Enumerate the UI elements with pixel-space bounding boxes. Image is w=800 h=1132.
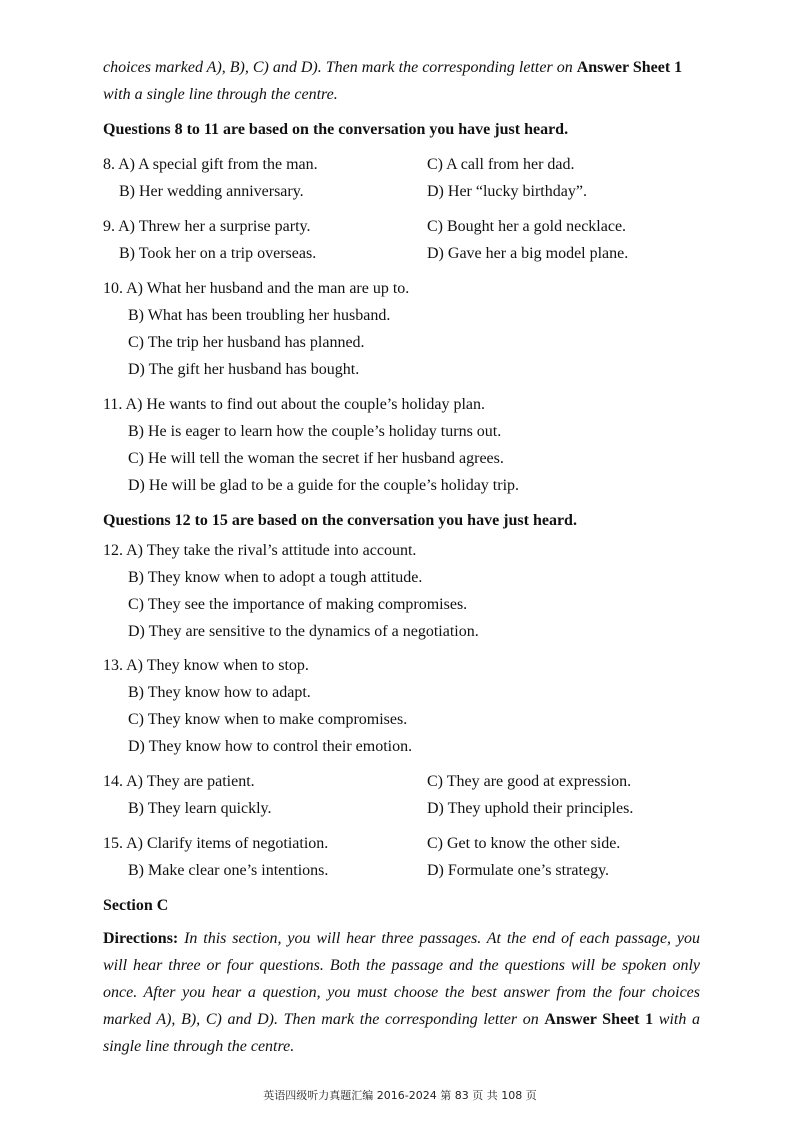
- q9-option-d: D) Gave her a big model plane.: [427, 245, 629, 262]
- q14-option-b: B) They learn quickly.: [128, 800, 272, 817]
- q15-option-b: B) Make clear one’s intentions.: [128, 862, 329, 879]
- q13-option-d: D) They know how to control their emotion.: [128, 738, 413, 755]
- q13-option-a: 13. A) They know when to stop.: [103, 657, 309, 674]
- questions-12-15-heading: Questions 12 to 15 are based on the conversation you have just heard.: [103, 512, 577, 529]
- q14-option-c: C) They are good at expression.: [427, 773, 632, 790]
- q11-option-d: D) He will be glad to be a guide for the couple’s holiday trip.: [128, 477, 520, 494]
- q9-option-b: B) Took her on a trip overseas.: [119, 245, 317, 262]
- q12-option-b: B) They know when to adopt a tough attitude.: [128, 569, 423, 586]
- q9-option-c: C) Bought her a gold necklace.: [427, 218, 627, 235]
- q12-option-d: D) They are sensitive to the dynamics of a negotiation.: [128, 623, 479, 640]
- q13-option-c: C) They know when to make compromises.: [128, 711, 408, 728]
- q15-option-d: D) Formulate one’s strategy.: [427, 862, 610, 879]
- q8-option-d: D) Her “lucky birthday”.: [427, 183, 587, 200]
- q11-option-a: 11. A) He wants to find out about the couple’s holiday plan.: [103, 396, 486, 413]
- q15-option-c: C) Get to know the other side.: [427, 835, 621, 852]
- q10-option-b: B) What has been troubling her husband.: [128, 307, 391, 324]
- questions-8-11-heading: Questions 8 to 11 are based on the conversation you have just heard.: [103, 121, 569, 138]
- q12-option-a: 12. A) They take the rival’s attitude into account.: [103, 542, 417, 559]
- q14-option-a: 14. A) They are patient.: [103, 773, 255, 790]
- intro-line-1: choices marked A), B), C) and D). Then mark the corresponding letter on Answer Sheet 1: [103, 59, 683, 76]
- q13-option-b: B) They know how to adapt.: [128, 684, 311, 701]
- q8-option-c: C) A call from her dad.: [427, 156, 575, 173]
- q10-option-d: D) The gift her husband has bought.: [128, 361, 360, 378]
- section-c-heading: Section C: [103, 897, 169, 914]
- directions-answer-sheet: Answer Sheet 1: [544, 1011, 654, 1028]
- directions-label: Directions:: [103, 930, 179, 947]
- page-footer: 英语四级听力真题汇编 2016-2024 第 83 页 共 108 页: [263, 1089, 537, 1102]
- q8-option-a: 8. A) A special gift from the man.: [103, 156, 318, 173]
- directions-text-2: with a single line through the centre.: [103, 1011, 700, 1055]
- q8-option-b: B) Her wedding anniversary.: [119, 183, 304, 200]
- q12-option-c: C) They see the importance of making compromises.: [128, 596, 468, 613]
- q14-option-d: D) They uphold their principles.: [427, 800, 634, 817]
- intro-line-2: with a single line through the centre.: [103, 86, 338, 103]
- directions-text-1: In this section, you will hear three passages. At the end of each passage, you will hear three or four questions. Both the passage and the questions will be spoken only once. After you hear a question, you must choose the best answer from the four choices marked A), B), C) and D). Then mark the corresponding letter on: [103, 930, 700, 1028]
- q10-option-c: C) The trip her husband has planned.: [128, 334, 365, 351]
- q15-option-a: 15. A) Clarify items of negotiation.: [103, 835, 329, 852]
- q11-option-b: B) He is eager to learn how the couple’s holiday turns out.: [128, 423, 502, 440]
- section-c-directions: [103, 925, 700, 1060]
- q9-option-a: 9. A) Threw her a surprise party.: [103, 218, 311, 235]
- q10-option-a: 10. A) What her husband and the man are up to.: [103, 280, 410, 297]
- q11-option-c: C) He will tell the woman the secret if her husband agrees.: [128, 450, 504, 467]
